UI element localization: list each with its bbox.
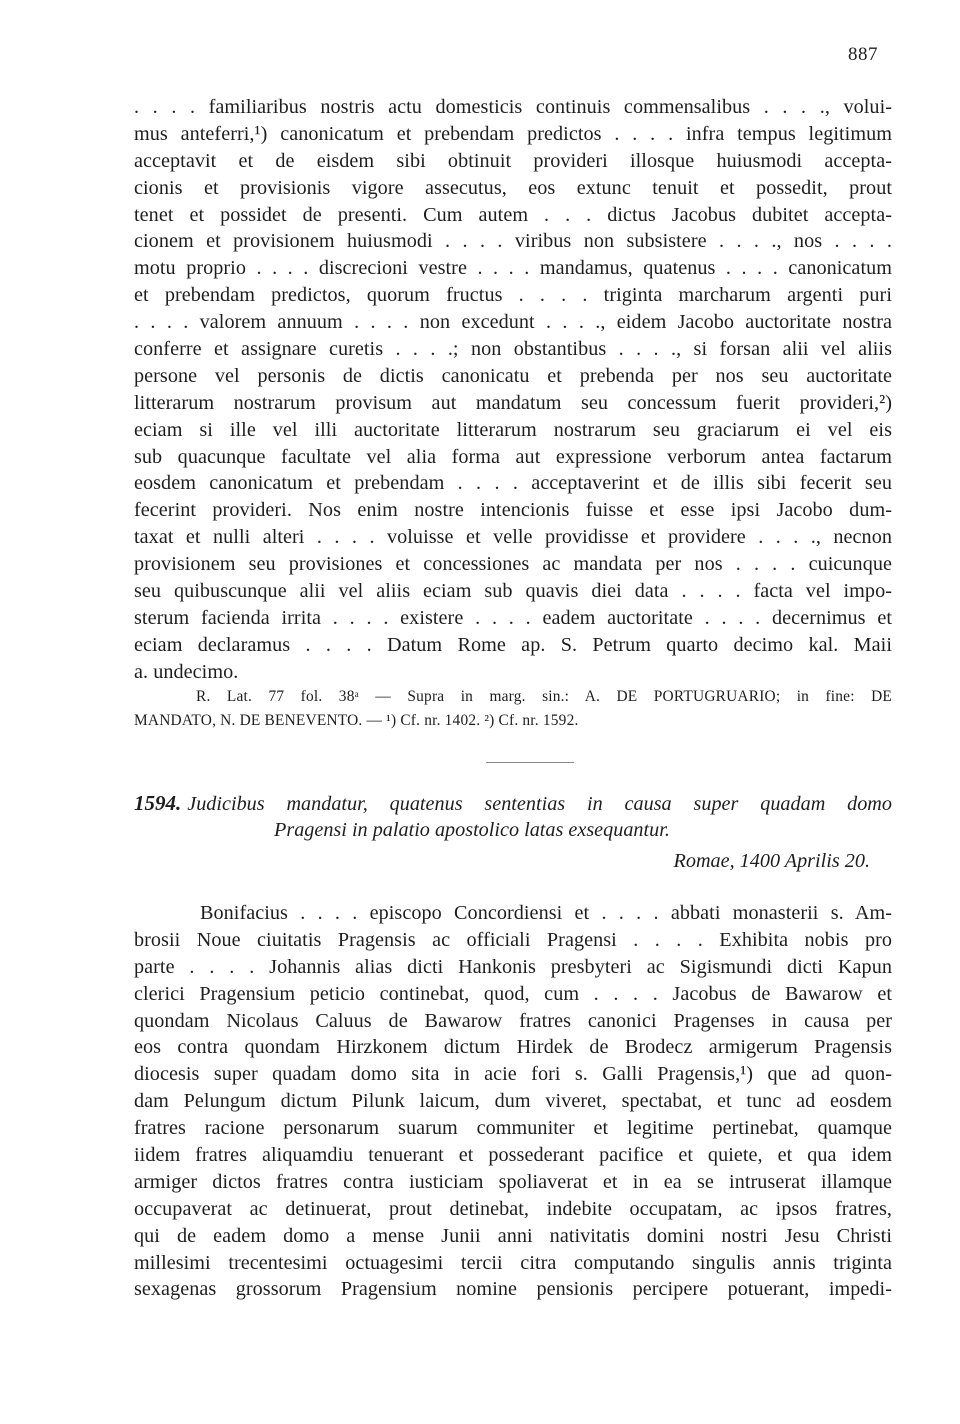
text-line: parte . . . . Johannis alias dicti Hankonis presbyteri ac Sigismundi dicti Kapun [134,955,892,978]
text-line: eciam si ille vel illi auctoritate litterarum nostrarum seu graciarum ei vel eis [134,418,892,441]
section-divider [486,762,574,763]
text-line: occupaverat ac detinuerat, prout detinebat, indebite occupatam, ac ipsos fratres, [134,1197,892,1220]
text-line: motu proprio . . . . discrecioni vestre . . . . mandamus, quatenus . . . . canonicatum [134,257,892,280]
text-line: . . . . familiaribus nostris actu domesticis continuis commensalibus . . . ., volui- [134,96,892,118]
document-heading [134,790,892,878]
page-number: 887 [848,44,878,65]
document-date: Romae, 1400 Aprilis 20. [673,850,870,872]
text-line: litterarum nostrarum provisum aut mandatum seu concessum fuerit provideri,²) [134,391,892,414]
text-line: acceptavit et de eisdem sibi obtinuit provideri illosque huiusmodi accepta- [134,149,892,172]
text-line: dam Pelungum dictum Pilunk laicum, dum viveret, spectabat, et tunc ad eosdem [134,1090,892,1113]
text-line: quondam Nicolaus Caluus de Bawarow fratres canonici Pragenses in causa per [134,1009,892,1032]
text-line: eciam declaramus . . . . Datum Rome ap. S. Petrum quarto decimo kal. Maii [134,633,892,656]
heading-title: Judicibus mandatur, quatenus sententias in causa super quadam domo [187,793,892,815]
text-line: clerici Pragensium peticio continebat, quod, cum . . . . Jacobus de Bawarow et [134,982,892,1005]
text-line: et prebendam predictos, quorum fructus . . . . triginta marcharum argenti puri [134,284,892,307]
document-text-2 [134,900,892,1303]
document-text-1 [134,94,892,686]
text-line: taxat et nulli alteri . . . . voluisse et velle providisse et providere . . . ., necnon [134,526,892,549]
text-line: fratres racione personarum suarum communiter et legitime pertinebat, quamque [134,1117,892,1140]
note-line: MANDATO, N. DE BENEVENTO. — ¹) Cf. nr. 1402. ²) Cf. nr. 1592. [134,712,579,729]
text-line: mus anteferri,¹) canonicatum et prebendam predictos . . . . infra tempus legitimum [134,122,892,145]
document-number: 1594. [134,791,182,815]
heading-title-cont: Pragensi in palatio apostolico latas exsequantur. [274,819,670,841]
text-line: millesimi trecentesimi octuagesimi tercii citra computando singulis annis triginta [134,1251,892,1274]
text-line: cionem et provisionem huiusmodi . . . . viribus non subsistere . . . ., nos . . . . [134,230,892,253]
text-line: seu quibuscunque alii vel aliis eciam sub quavis diei data . . . . facta vel impo- [134,580,892,603]
heading-line [134,790,892,817]
text-line: eos contra quondam Hirzkonem dictum Hirdek de Brodecz armigerum Pragensis [134,1036,892,1059]
text-line: diocesis super quadam domo sita in acie fori s. Galli Pragensis,¹) que ad quon- [134,1063,892,1086]
text-line: provisionem seu provisiones et concessiones ac mandata per nos . . . . cuicunque [134,553,892,576]
source-note [134,685,892,733]
text-line: qui de eadem domo a mense Junii anni nativitatis domini nostri Jesu Christi [134,1224,892,1247]
text-line: . . . . valorem annuum . . . . non excedunt . . . ., eidem Jacobo auctoritate nostra [134,311,892,334]
text-line: sexagenas grossorum Pragensium nomine pensionis percipere potuerant, impedi- [134,1278,892,1301]
note-line: R. Lat. 77 fol. 38ᵃ — Supra in marg. sin.: A. DE PORTUGRUARIO; in fine: DE [196,688,892,705]
text-line: iidem fratres aliquamdiu tenuerant et possederant pacifice et quiete, et qua idem [134,1144,892,1167]
text-line: cionis et provisionis vigore assecutus, eos extunc tenuit et possedit, prout [134,176,892,199]
text-line: sub quacunque facultate vel alia forma aut expressione verborum antea factarum [134,445,892,468]
text-line: persone vel personis de dictis canonicatu et prebenda per nos seu auctoritate [134,364,892,387]
text-line: eosdem canonicatum et prebendam . . . . acceptaverint et de illis sibi fecerit seu [134,472,892,495]
text-line: a. undecimo. [134,660,239,683]
text-line: brosii Noue ciuitatis Pragensis ac officiali Pragensi . . . . Exhibita nobis pro [134,928,892,951]
text-line: conferre et assignare curetis . . . .; non obstantibus . . . ., si forsan alii vel aliis [134,338,892,361]
text-line: armiger dictos fratres contra iusticiam spoliaverat et in ea se intruserat illamque [134,1170,892,1193]
text-line: sterum facienda irrita . . . . existere . . . . eadem auctoritate . . . . decernimus et [134,606,892,629]
text-line: fecerint provideri. Nos enim nostre intencionis fuisse et esse ipsi Jacobo dum- [134,499,892,522]
text-line: Bonifacius . . . . episcopo Concordiensi et . . . . abbati monasterii s. Am- [200,902,892,924]
text-line: tenet et possidet de presenti. Cum autem . . . dictus Jacobus dubitet accepta- [134,203,892,226]
